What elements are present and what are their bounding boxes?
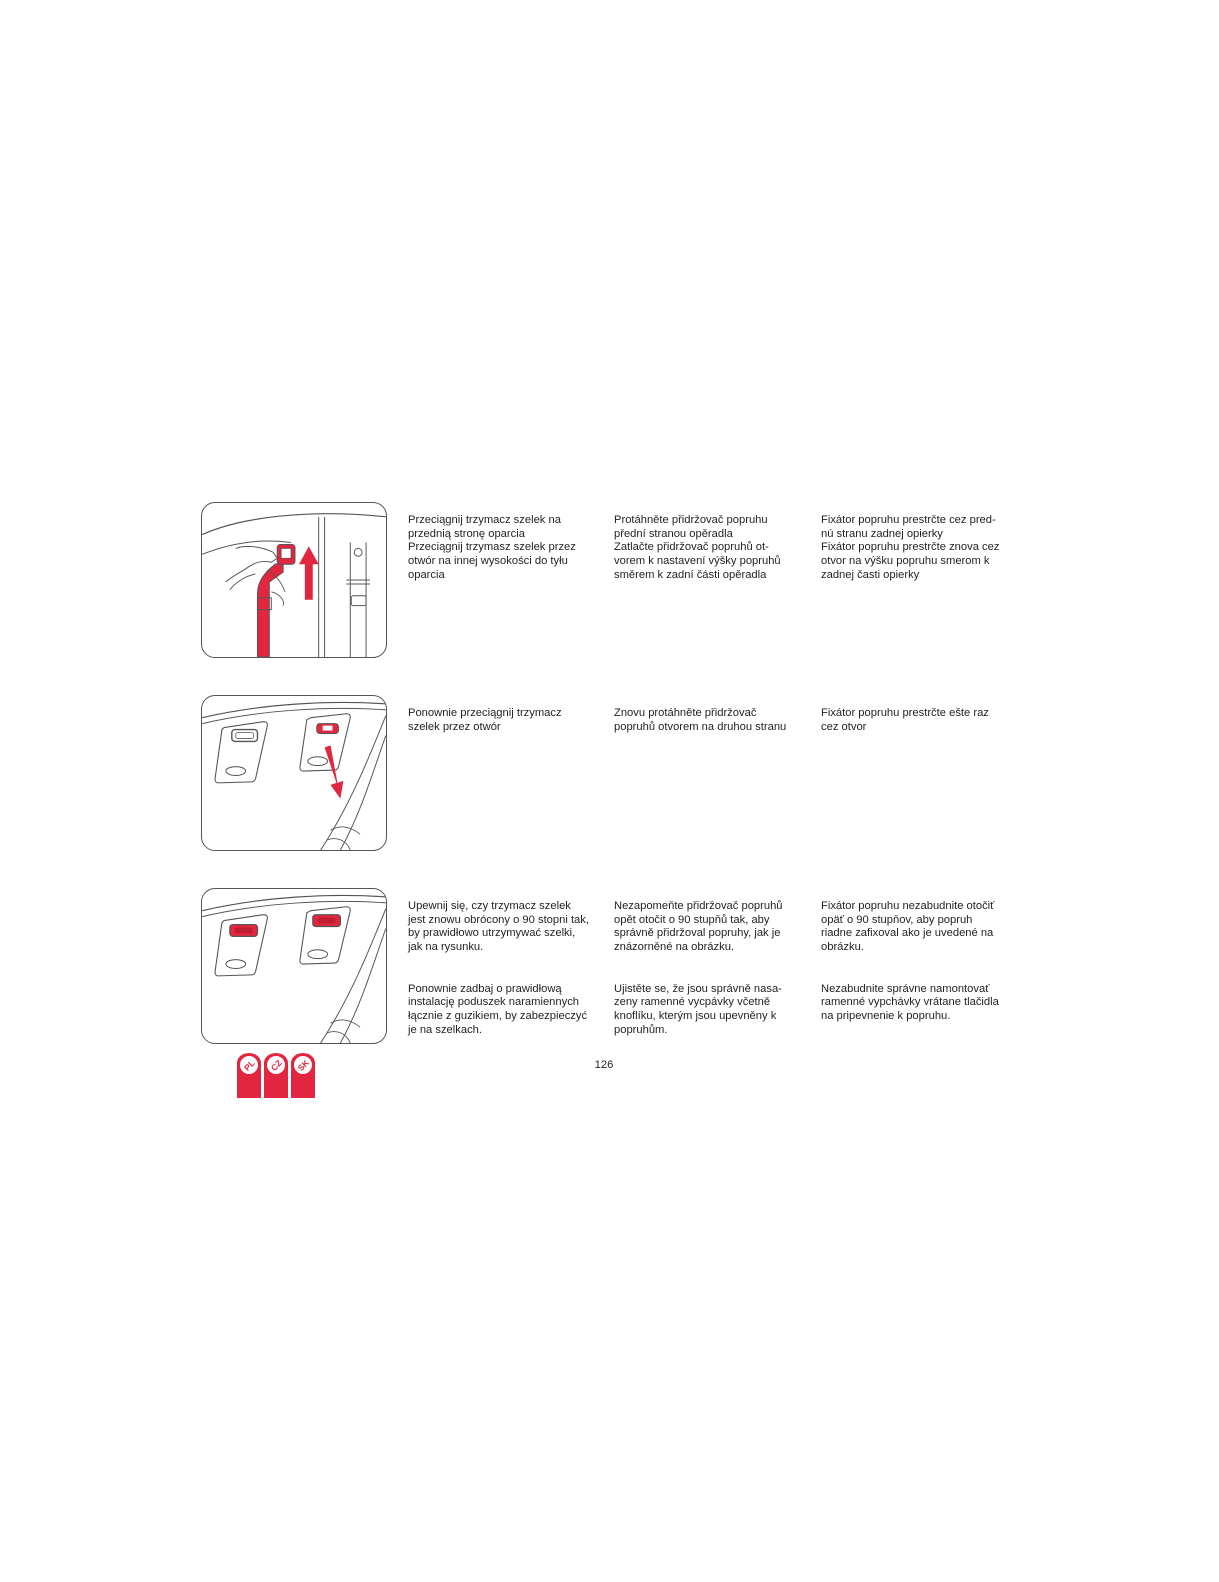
step-1-text-cz [614, 500, 804, 597]
illustration-step-1 [201, 502, 387, 658]
illustration-step-3 [201, 888, 387, 1044]
step-3-text-cz [614, 886, 804, 1052]
step-3-text-sk [821, 886, 1011, 1038]
illustration-step-2 [201, 695, 387, 851]
paragraph: Ponownie zadbaj o prawidłową instalację poduszek naramiennych łącznie z guzikiem, by zabezpieczyć je na szelkach. [408, 982, 588, 1036]
language-tab-label: PL [241, 1057, 257, 1073]
language-tabs [237, 1053, 315, 1098]
step-2-text-sk [821, 693, 1011, 748]
paragraph: Ujistěte se, že jsou správně nasa- zeny ramenné vycpávky včetně knoflíku, kterým jsou upevněny k popruhům. [614, 982, 782, 1036]
paragraph: Nezapomeňte přidržovač popruhů opět otočit o 90 stupňů tak, aby správně přidržoval popruhy, jak je znázorněné na obrázku. [614, 899, 783, 954]
paragraph: Fixátor popruhu prestrčte ešte raz cez otvor [821, 706, 989, 733]
step-1-text-pl [408, 500, 598, 597]
paragraph: Nezabudnite správne namontovať ramenné vypchávky vrátane tlačidla na pripevnenie k popruhu. [821, 982, 999, 1023]
language-tab-label: SK [295, 1057, 312, 1074]
step-2-text-pl [408, 693, 598, 748]
paragraph: Znovu protáhněte přidržovač popruhů otvorem na druhou stranu [614, 706, 787, 733]
step-2-text-cz [614, 693, 804, 748]
strap-holder-push-through-icon [202, 696, 386, 850]
paragraph: Protáhněte přidržovač popruhu přední stranou opěradla Zatlačte přidržovač popruhů ot- vorem k nastavení výšky popruhů směrem k zadní části opěradla [614, 513, 781, 581]
paragraph: Upewnij się, czy trzymacz szelek jest znowu obrócony o 90 stopni tak, by prawidłowo utrzymywać szelki, jak na rysunku. [408, 899, 589, 954]
strap-holder-rotated-icon [202, 889, 386, 1043]
language-tab-cz [264, 1053, 288, 1098]
page-number: 126 [594, 1059, 614, 1071]
step-1-text-sk [821, 500, 1011, 597]
strap-holder-pull-up-icon [202, 503, 386, 657]
paragraph: Ponownie przeciągnij trzymacz szelek przez otwór [408, 706, 562, 733]
paragraph: Fixátor popruhu nezabudnite otočiť opäť o 90 stupňov, aby popruh riadne zafixoval ako je uvedené na obrázku. [821, 899, 995, 954]
paragraph: Przeciągnij trzymacz szelek na przednią stronę oparcia Przeciągnij trzymasz szelek przez otwór na innej wysokości do tyłu oparcia [408, 513, 576, 581]
language-tab-sk [291, 1053, 315, 1098]
language-tab-label: CZ [268, 1057, 284, 1073]
step-3-text-pl [408, 886, 598, 1052]
language-tab-pl [237, 1053, 261, 1098]
paragraph: Fixátor popruhu prestrčte cez pred- nú stranu zadnej opierky Fixátor popruhu prestrčte znova cez otvor na výšku popruhu smerom k zadnej časti opierky [821, 513, 1000, 581]
